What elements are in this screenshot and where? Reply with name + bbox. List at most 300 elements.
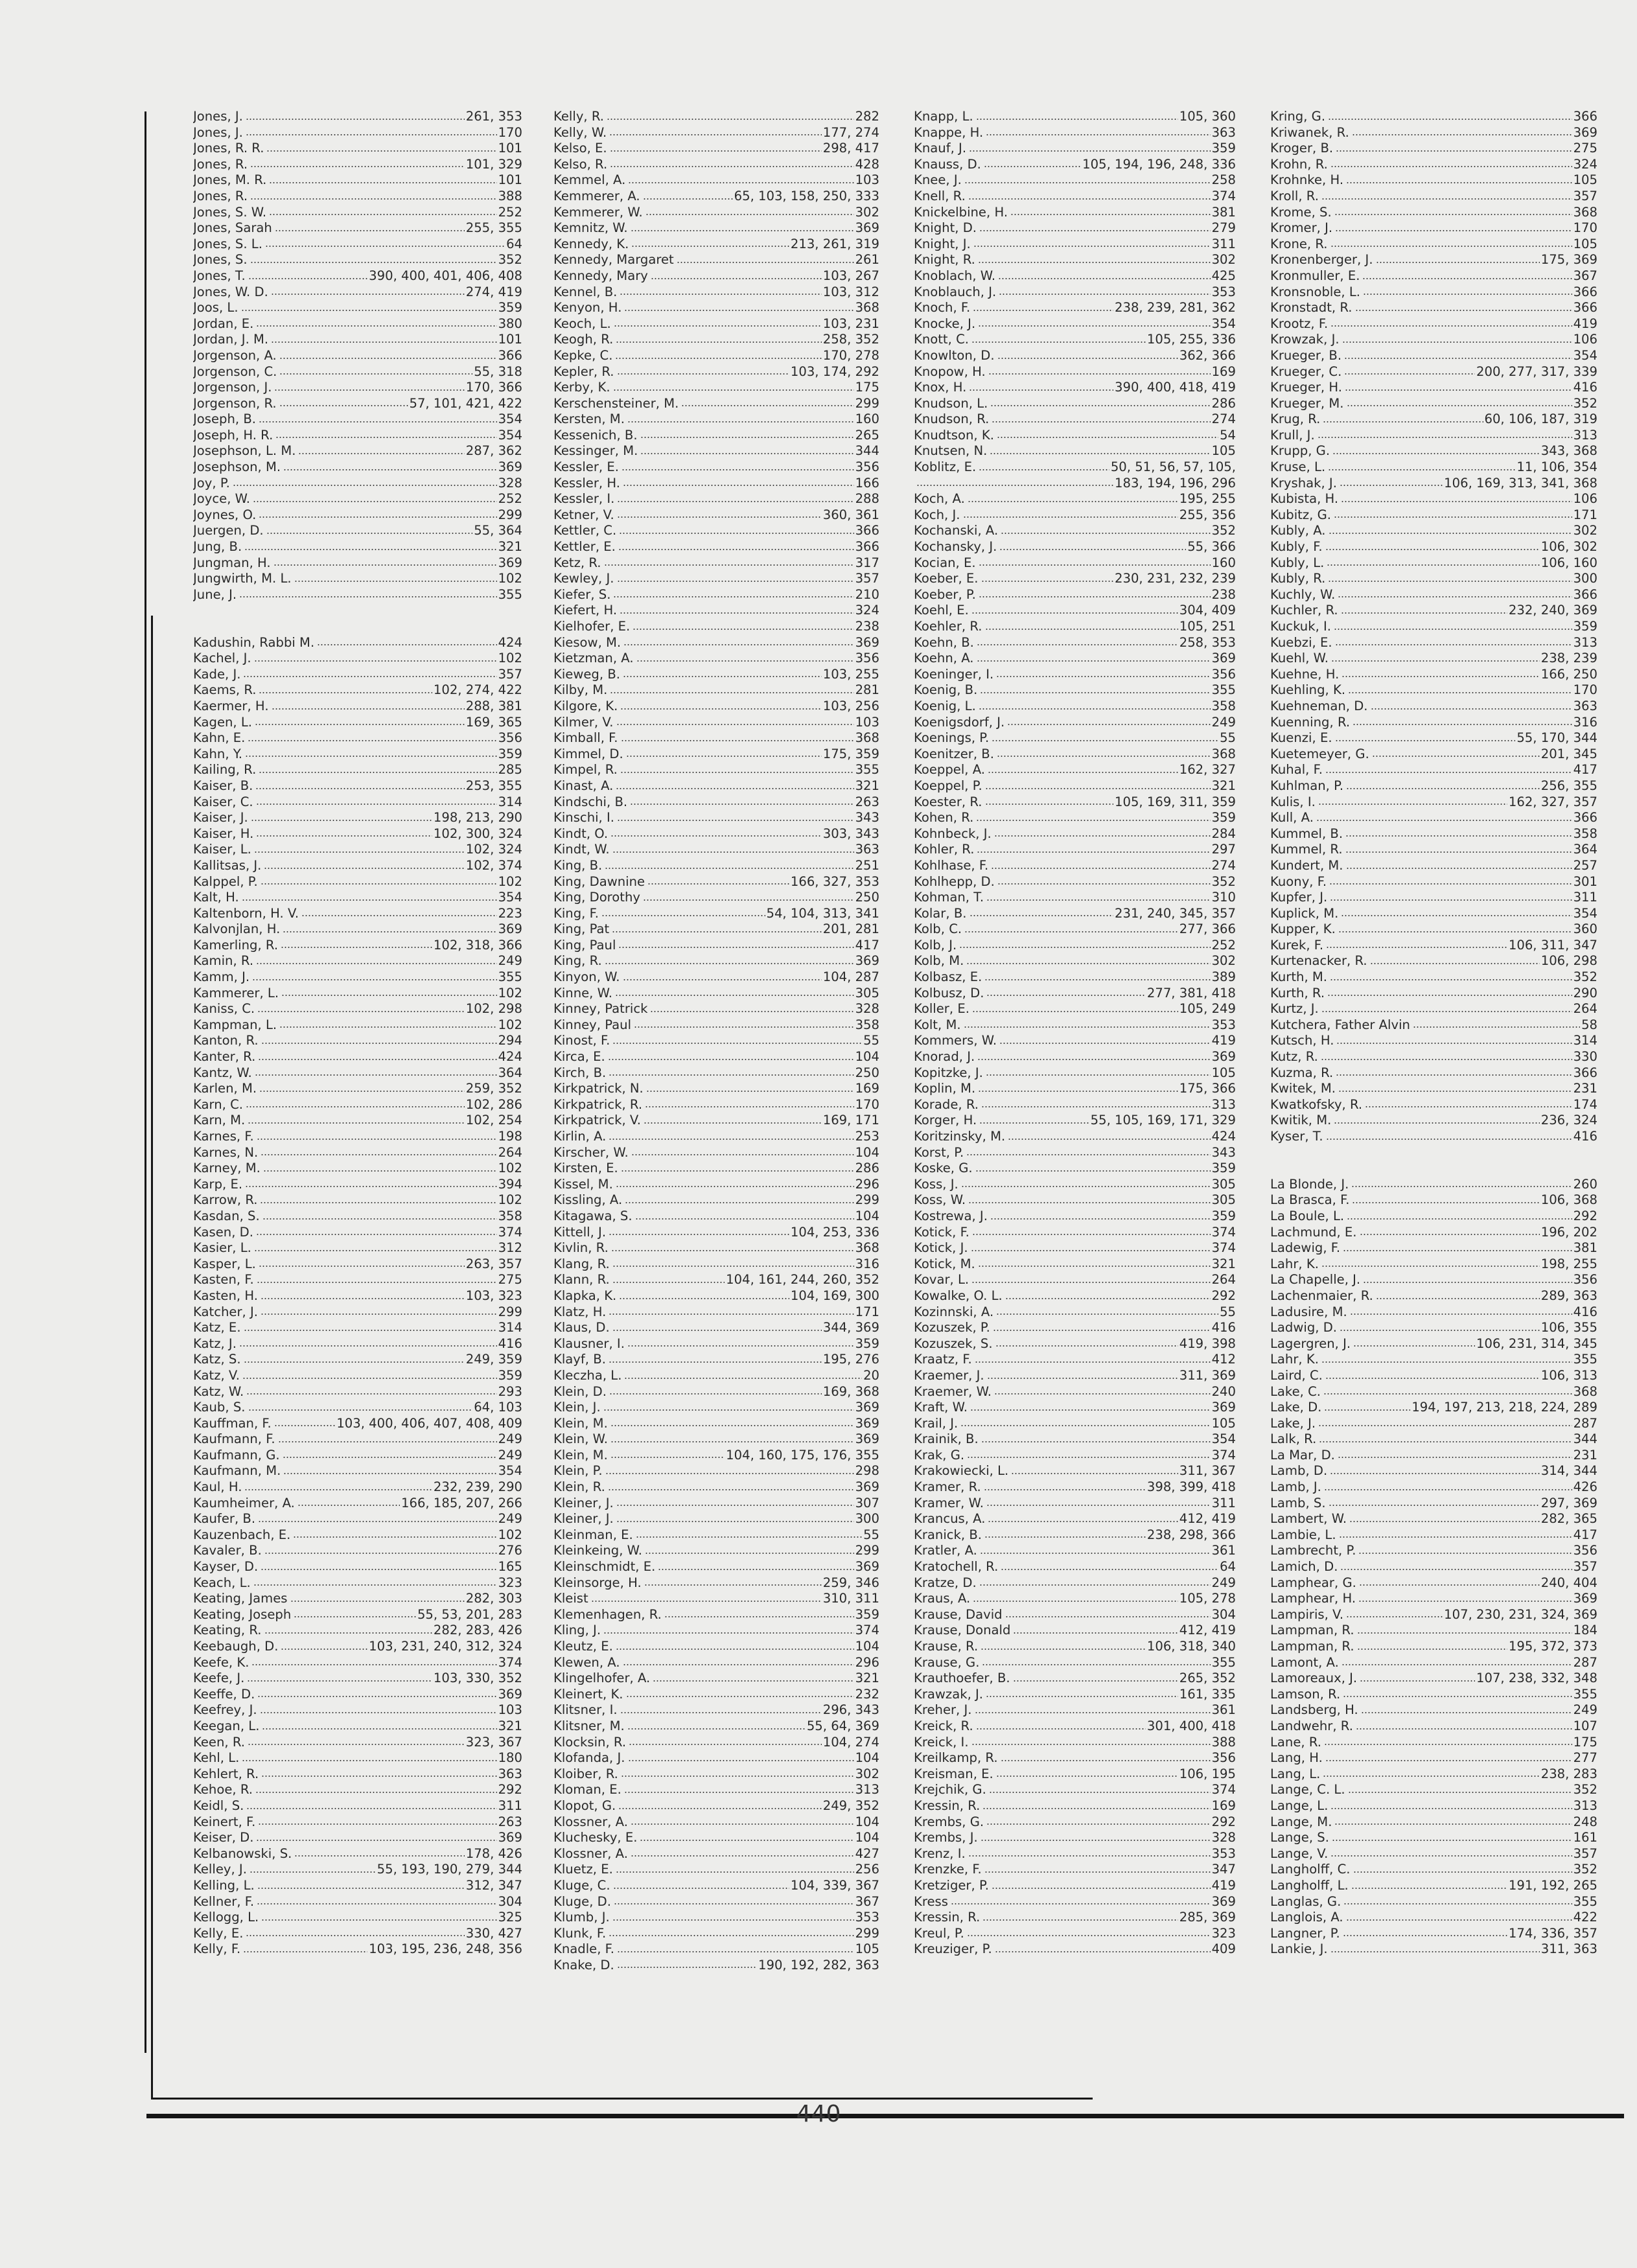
entry-name: Karn, M.: [193, 1113, 246, 1128]
index-entry: [914, 1511, 1236, 1527]
entry-name: Kutz, R.: [1270, 1049, 1318, 1065]
entry-pages: 294: [498, 1033, 522, 1048]
index-entry: [1270, 603, 1597, 619]
dot-leader: [616, 1496, 854, 1507]
index-entry: [553, 1161, 879, 1177]
entry-pages: 412, 419: [1179, 1511, 1236, 1527]
entry-pages: 369: [1573, 1591, 1597, 1606]
entry-pages: 253: [855, 1129, 879, 1144]
entry-name: Klemenhagen, R.: [553, 1606, 662, 1622]
entry-name: Kirch, B.: [553, 1065, 607, 1080]
entry-pages: 249: [498, 1511, 522, 1527]
index-entry: [553, 1496, 879, 1512]
entry-pages: 102: [498, 874, 522, 889]
dot-leader: [261, 1033, 497, 1045]
dot-leader: [1321, 1049, 1572, 1061]
entry-name: Kamerling, R.: [193, 937, 279, 953]
dot-leader: [969, 380, 1113, 391]
index-entry: [553, 1782, 879, 1798]
entry-pages: 366: [1573, 1065, 1597, 1080]
entry-pages: 180: [498, 1750, 522, 1766]
index-entry: [1270, 810, 1597, 826]
entry-pages: 296: [855, 1176, 879, 1192]
index-entry: [553, 491, 879, 507]
entry-name: Kuchly, W.: [1270, 586, 1336, 602]
entry-pages: 353: [1211, 1017, 1236, 1032]
entry-name: Kuehl, W.: [1270, 651, 1329, 666]
index-entry: [914, 1097, 1236, 1113]
entry-pages: 302: [1211, 953, 1236, 969]
entry-pages: 55, 170, 344: [1516, 730, 1597, 746]
entry-pages: 104, 160, 175, 176, 355: [726, 1447, 879, 1463]
entry-pages: 259, 352: [465, 1081, 522, 1096]
index-entry: [553, 1559, 879, 1575]
entry-pages: 364: [498, 1065, 522, 1080]
dot-leader: [253, 1575, 497, 1587]
entry-name: Klossner, A.: [553, 1846, 628, 1861]
entry-pages: 249: [1211, 1575, 1236, 1590]
index-entry: [553, 1352, 879, 1368]
entry-name: Kloman, E.: [553, 1782, 621, 1798]
entry-name: Krak, G.: [914, 1447, 965, 1463]
index-column-2: [553, 109, 879, 1973]
index-entry: [553, 1129, 879, 1145]
entry-pages: 102: [498, 1017, 522, 1032]
index-entry: [193, 571, 522, 587]
entry-name: Katz, V.: [193, 1367, 240, 1383]
index-entry: [193, 237, 522, 253]
index-entry: [1270, 491, 1597, 507]
dot-leader: [609, 1129, 853, 1140]
entry-pages: 238, 298, 366: [1146, 1527, 1236, 1542]
dot-leader: [645, 1097, 854, 1109]
dot-leader: [999, 539, 1186, 551]
index-entry: [914, 1543, 1236, 1559]
entry-pages: 249: [498, 1447, 522, 1463]
entry-pages: 299: [855, 1192, 879, 1208]
dot-leader: [241, 300, 497, 312]
index-entry: [553, 938, 879, 954]
entry-name: Joseph, H. R.: [193, 427, 273, 443]
entry-pages: 328: [498, 475, 522, 491]
entry-pages: 104: [855, 1814, 879, 1829]
entry-name: Kohnbeck, J.: [914, 826, 992, 841]
entry-name: Kubly, L.: [1270, 555, 1325, 570]
entry-pages: 55, 193, 190, 279, 344: [377, 1862, 522, 1877]
index-entry: [193, 1209, 522, 1225]
entry-pages: 366: [1573, 810, 1597, 826]
entry-pages: 362, 366: [1179, 347, 1236, 363]
dot-leader: [294, 1607, 416, 1619]
index-entry: [553, 125, 879, 141]
dot-leader: [992, 411, 1210, 423]
entry-pages: 426: [1573, 1479, 1597, 1495]
entry-name: Kreick, I.: [914, 1734, 969, 1750]
index-entry: [914, 1671, 1236, 1687]
index-entry: [1270, 237, 1597, 253]
entry-name: Kriwanek, R.: [1270, 124, 1349, 140]
entry-pages: 323: [498, 1575, 522, 1590]
entry-name: Kaiser, B.: [193, 778, 253, 793]
dot-leader: [294, 571, 497, 583]
entry-name: Kurth, R.: [1270, 985, 1325, 1001]
dot-leader: [1336, 1065, 1572, 1077]
entry-pages: 105: [1211, 1065, 1236, 1080]
entry-pages: 106, 355: [1540, 1320, 1597, 1336]
entry-name: Knake, D.: [553, 1957, 614, 1973]
entry-name: Kuehneman, D.: [1270, 698, 1368, 713]
entry-name: La Brasca, F.: [1270, 1192, 1350, 1208]
dot-leader: [266, 523, 473, 535]
entry-pages: 250: [855, 1065, 879, 1080]
entry-pages: 424: [1211, 1129, 1236, 1144]
dot-leader: [627, 1336, 854, 1348]
dot-leader: [275, 428, 496, 439]
entry-pages: 252: [1211, 937, 1236, 953]
dot-leader: [628, 172, 853, 184]
index-entry: [553, 826, 879, 842]
dot-leader: [255, 715, 465, 726]
entry-name: Kittell, J.: [553, 1224, 607, 1240]
index-entry: [1270, 571, 1597, 587]
index-entry: [914, 746, 1236, 763]
index-entry: [1270, 682, 1597, 699]
entry-pages: 356: [1211, 666, 1236, 682]
dot-leader: [626, 746, 822, 758]
entry-pages: 356: [855, 651, 879, 666]
index-entry: [553, 1830, 879, 1846]
entry-name: Knadle, F.: [553, 1941, 615, 1957]
entry-pages: 304, 409: [1179, 603, 1236, 618]
entry-name: Kessinger, M.: [553, 443, 638, 459]
entry-pages: 359: [498, 300, 522, 316]
index-entry: [1270, 172, 1597, 189]
index-entry: [553, 1671, 879, 1687]
index-entry: [1270, 1846, 1597, 1862]
entry-name: Krembs, G.: [914, 1814, 984, 1829]
entry-pages: 347: [1211, 1862, 1236, 1877]
entry-name: Lalk, R.: [1270, 1431, 1317, 1447]
entry-name: Jordan, E.: [193, 316, 254, 331]
entry-name: Jones, R.: [193, 156, 248, 172]
dot-leader: [1326, 938, 1507, 949]
entry-name: Kupper, K.: [1270, 921, 1336, 937]
entry-pages: 374: [498, 1654, 522, 1670]
bottom-inner-rule: [153, 2098, 1093, 2100]
index-entry: [553, 268, 879, 284]
dot-leader: [250, 1862, 376, 1873]
entry-pages: 363: [498, 1766, 522, 1781]
index-entry: [914, 396, 1236, 412]
index-entry: [914, 1049, 1236, 1065]
entry-pages: 355: [498, 969, 522, 985]
entry-name: Kasten, F.: [193, 1272, 254, 1288]
dot-leader: [1013, 1623, 1178, 1634]
entry-name: Kessler, I.: [553, 491, 615, 507]
dot-leader: [1341, 906, 1572, 918]
entry-name: La Chapelle, J.: [1270, 1272, 1361, 1288]
index-entry: [914, 1304, 1236, 1321]
entry-name: Klewen, A.: [553, 1654, 620, 1670]
entry-name: Kinost, F.: [553, 1033, 610, 1048]
entry-name: Kennel, B.: [553, 284, 618, 299]
entry-name: Klunk, F.: [553, 1925, 607, 1941]
index-entry: [553, 1718, 879, 1735]
dot-leader: [624, 1368, 862, 1380]
entry-name: Kaiser, C.: [193, 794, 253, 809]
index-entry: [193, 1798, 522, 1814]
entry-name: Lampiris, V.: [1270, 1606, 1344, 1622]
dot-leader: [260, 1702, 497, 1714]
dot-leader: [979, 220, 1211, 232]
entry-pages: 236, 324: [1540, 1113, 1597, 1128]
entry-name: Kubly, R.: [1270, 571, 1326, 586]
dot-leader: [985, 619, 1178, 631]
dot-leader: [677, 252, 854, 264]
entry-name: Kreuziger, P.: [914, 1941, 992, 1957]
entry-name: Knott, C.: [914, 332, 969, 347]
dot-leader: [627, 1718, 806, 1730]
entry-pages: 276: [498, 1543, 522, 1558]
entry-pages: 369: [1211, 1049, 1236, 1065]
entry-pages: 175, 366: [1179, 1081, 1236, 1096]
entry-name: Kettler, E.: [553, 539, 616, 555]
dot-leader: [266, 141, 496, 152]
entry-pages: 394: [498, 1176, 522, 1192]
index-entry: [553, 1256, 879, 1273]
dot-leader: [623, 969, 822, 981]
entry-name: Kreilkamp, R.: [914, 1750, 998, 1766]
entry-name: Kasten, H.: [193, 1288, 258, 1303]
entry-pages: 422: [1573, 1910, 1597, 1925]
index-entry: [193, 1320, 522, 1336]
index-entry: [193, 1065, 522, 1082]
index-entry: [914, 969, 1236, 986]
index-entry: [1270, 189, 1597, 205]
entry-pages: 60, 106, 187, 319: [1484, 411, 1597, 427]
index-entry: [1270, 1655, 1597, 1671]
index-entry: [914, 1591, 1236, 1607]
index-entry: [193, 1352, 522, 1368]
dot-leader: [664, 1607, 854, 1619]
index-entry: [914, 1910, 1236, 1926]
dot-leader: [243, 667, 496, 678]
entry-name: Koller, E.: [914, 1001, 969, 1017]
entry-pages: 249: [1573, 1702, 1597, 1718]
index-entry: [553, 476, 879, 492]
index-column-1: [193, 109, 522, 1958]
entry-name: Krueger, B.: [1270, 347, 1342, 363]
index-entry: [1270, 1400, 1597, 1416]
index-entry: [914, 443, 1236, 459]
entry-name: King, Dorothy: [553, 890, 640, 905]
entry-name: Klang, R.: [553, 1256, 610, 1271]
entry-name: Kaul, H.: [193, 1479, 242, 1495]
entry-name: La Mar, D.: [1270, 1447, 1335, 1463]
index-entry: [193, 523, 522, 539]
dot-leader: [981, 1431, 1211, 1443]
index-entry: [193, 667, 522, 683]
entry-name: Jordan, J. M.: [193, 332, 269, 347]
index-entry: [914, 1862, 1236, 1878]
entry-pages: 416: [498, 1336, 522, 1351]
dot-leader: [1334, 205, 1572, 216]
dot-leader: [971, 332, 1146, 343]
entry-name: Jones, S. L.: [193, 236, 262, 251]
entry-pages: 161, 335: [1179, 1686, 1236, 1702]
entry-name: Krohn, R.: [1270, 156, 1328, 172]
entry-pages: 290: [1573, 985, 1597, 1001]
entry-name: Kocian, E.: [914, 555, 976, 570]
index-entry: [193, 746, 522, 763]
entry-name: Jungwirth, M. L.: [193, 571, 292, 586]
entry-name: Kaufmann, F.: [193, 1431, 275, 1447]
entry-name: Kinast, A.: [553, 778, 614, 793]
entry-name: Knoch, F.: [914, 300, 971, 316]
index-entry: [553, 459, 879, 476]
dot-leader: [243, 1941, 367, 1953]
dot-leader: [1343, 1687, 1572, 1698]
entry-name: Klofanda, J.: [553, 1750, 625, 1766]
dot-leader: [996, 1304, 1218, 1316]
entry-name: Krueger, M.: [1270, 395, 1344, 411]
entry-name: Koeber, E.: [914, 571, 979, 586]
entry-pages: 368: [1573, 1383, 1597, 1399]
entry-pages: 297, 369: [1540, 1495, 1597, 1510]
dot-leader: [261, 1145, 496, 1157]
entry-name: Jones, J.: [193, 109, 243, 124]
dot-leader: [630, 794, 853, 806]
entry-pages: 388: [498, 188, 522, 203]
entry-name: Kurtz, J.: [1270, 1001, 1319, 1017]
index-entry: [914, 523, 1236, 539]
index-entry: [914, 1001, 1236, 1017]
entry-pages: 102, 374: [465, 857, 522, 873]
dot-leader: [645, 1543, 854, 1555]
index-entry: [553, 1655, 879, 1671]
dot-leader: [621, 459, 854, 471]
entry-pages: 258: [1211, 172, 1236, 188]
entry-name: Kraus, A.: [914, 1591, 971, 1606]
entry-name: Kade, J.: [193, 666, 241, 682]
index-entry: [1270, 953, 1597, 969]
index-entry: [1270, 1575, 1597, 1591]
entry-name: Jones, R. R.: [193, 141, 264, 156]
entry-pages: 374: [855, 1623, 879, 1638]
entry-name: Knight, D.: [914, 220, 977, 236]
dot-leader: [281, 938, 432, 949]
entry-name: Krowzak, J.: [1270, 332, 1340, 347]
entry-name: Kuehne, H.: [1270, 666, 1340, 682]
dot-leader: [261, 1910, 496, 1921]
index-entry: [1270, 1941, 1597, 1958]
index-entry: [553, 539, 879, 555]
dot-leader: [616, 1177, 854, 1188]
index-entry: [193, 1431, 522, 1448]
index-entry: [553, 109, 879, 125]
entry-pages: 369: [498, 1686, 522, 1702]
dot-leader: [1347, 1209, 1572, 1220]
entry-pages: 170: [1573, 682, 1597, 698]
dot-leader: [591, 1591, 822, 1603]
entry-pages: 366: [855, 523, 879, 538]
entry-name: Keefe, K.: [193, 1654, 250, 1670]
entry-pages: 106, 160: [1540, 555, 1597, 570]
index-entry: [1270, 1591, 1597, 1607]
entry-name: Lampman, R.: [1270, 1639, 1354, 1654]
dot-leader: [1325, 1750, 1572, 1762]
entry-pages: 106, 318, 340: [1146, 1639, 1236, 1654]
dot-leader: [255, 1065, 497, 1077]
dot-leader: [976, 810, 1210, 822]
entry-pages: 299: [855, 395, 879, 411]
dot-leader: [610, 1431, 854, 1443]
index-entry: [914, 730, 1236, 746]
entry-pages: 175, 359: [822, 746, 879, 761]
entry-pages: 352: [1573, 395, 1597, 411]
entry-name: Ladewig, F.: [1270, 1240, 1341, 1256]
dot-leader: [994, 826, 1211, 838]
entry-name: Kuhal, F.: [1270, 762, 1323, 778]
entry-name: Katz, W.: [193, 1383, 244, 1399]
entry-pages: 358: [498, 1208, 522, 1223]
dot-leader: [1321, 189, 1572, 200]
entry-pages: 304: [498, 1893, 522, 1909]
dot-leader: [261, 874, 497, 886]
entry-pages: 367: [1573, 268, 1597, 283]
entry-pages: 169: [855, 1081, 879, 1096]
entry-name: Langholff, C.: [1270, 1862, 1351, 1877]
dot-leader: [1330, 1463, 1540, 1475]
index-entry: [193, 1129, 522, 1145]
entry-pages: 359: [1211, 810, 1236, 826]
index-entry: [553, 172, 879, 189]
index-entry: [193, 1288, 522, 1304]
entry-pages: 170, 278: [822, 347, 879, 363]
entry-pages: 316: [1573, 714, 1597, 730]
entry-name: Kohman, T.: [914, 890, 984, 905]
entry-pages: 343, 368: [1540, 443, 1597, 459]
dot-leader: [1344, 348, 1572, 360]
entry-name: Kratze, D.: [914, 1575, 977, 1590]
index-entry: [1270, 858, 1597, 874]
entry-name: Krause, David: [914, 1606, 1003, 1622]
entry-pages: 366: [498, 347, 522, 363]
entry-name: Kalppel, P.: [193, 874, 258, 889]
entry-name: Kehoe, R.: [193, 1782, 253, 1798]
entry-name: Kuhlman, P.: [1270, 778, 1344, 793]
dot-leader: [977, 635, 1178, 647]
entry-pages: 355: [1211, 1654, 1236, 1670]
dot-leader: [618, 539, 854, 551]
index-entry: [193, 1655, 522, 1671]
dot-leader: [971, 1272, 1210, 1284]
entry-pages: 101: [498, 172, 522, 188]
entry-name: Kutchera, Father Alvin: [1270, 1017, 1410, 1032]
entry-pages: 103: [855, 172, 879, 188]
entry-pages: 103, 256: [822, 698, 879, 713]
index-entry: [914, 1687, 1236, 1703]
dot-leader: [980, 682, 1210, 694]
entry-pages: 252: [498, 491, 522, 507]
dot-leader: [1343, 1926, 1507, 1938]
dot-leader: [972, 1001, 1178, 1013]
dot-leader: [984, 1527, 1146, 1539]
entry-name: Kolbusz, D.: [914, 985, 984, 1001]
entry-name: June, J.: [193, 586, 237, 602]
entry-name: Kwatkofsky, R.: [1270, 1096, 1363, 1112]
entry-pages: 248: [1573, 1814, 1597, 1829]
